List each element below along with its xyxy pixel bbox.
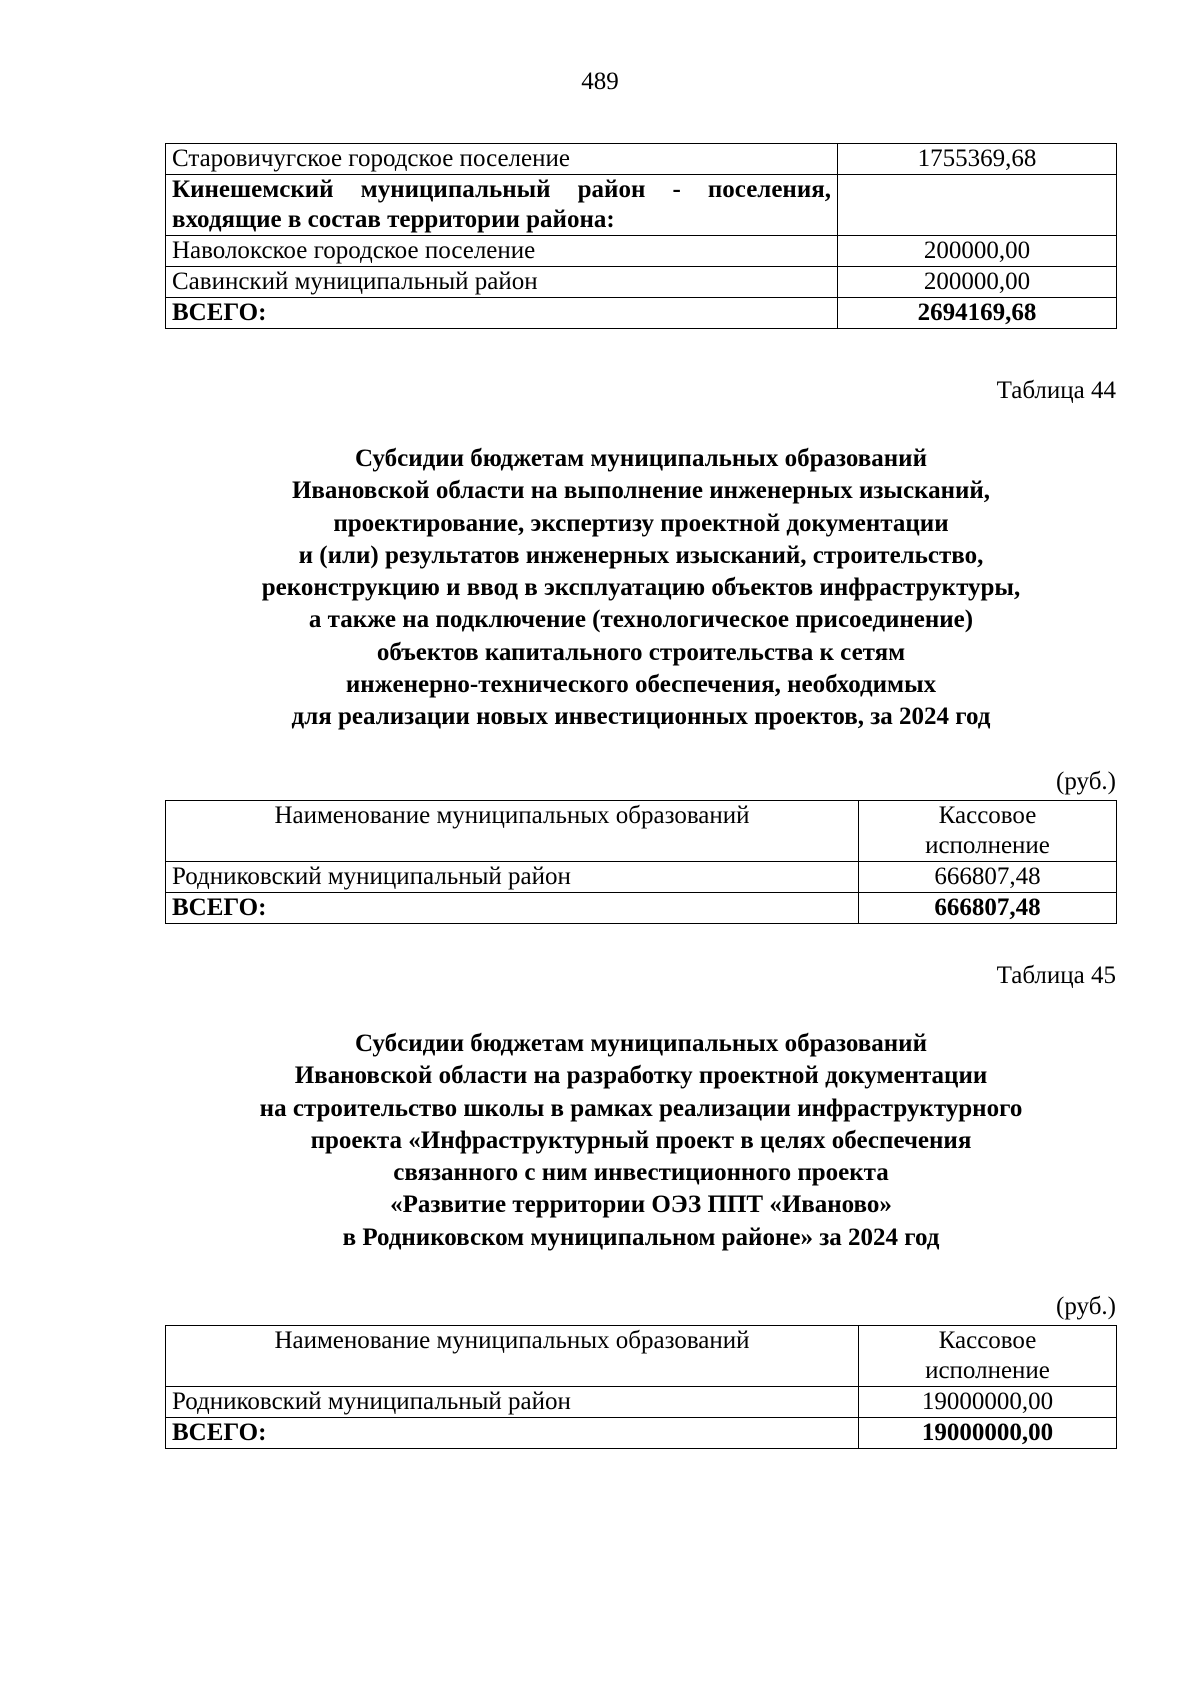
table-44-label: Таблица 44 (996, 377, 1116, 404)
title-line: а также на подключение (технологическое присоединение) (308, 606, 974, 634)
row-name-cell: Наволокское городское поселение (166, 236, 838, 267)
title-line: Ивановской области на выполнение инженерных изысканий, (291, 477, 991, 505)
header-value-cell (859, 1326, 1117, 1387)
row-name-cell: Савинский муниципальный район (166, 267, 838, 298)
row-value-cell: 19000000,00 (859, 1387, 1117, 1418)
table-row (166, 236, 1117, 267)
header-name-cell: Наименование муниципальных образований (166, 1326, 859, 1387)
title-line: инженерно-технического обеспечения, необходимых (345, 671, 937, 699)
table-row (166, 1387, 1117, 1418)
total-value-cell: 19000000,00 (859, 1418, 1117, 1449)
header-value-line: Кассовое (938, 1327, 1037, 1354)
title-line: в Родниковском муниципальном районе» за 2024 год (342, 1223, 940, 1251)
row-value-cell: 200000,00 (838, 267, 1117, 298)
table-44 (165, 800, 1117, 924)
table-row (166, 1418, 1117, 1449)
table-45 (165, 1325, 1117, 1449)
total-value-cell: 666807,48 (859, 893, 1117, 924)
table-row (166, 144, 1117, 175)
title-line: связанного с ним инвестиционного проекта (393, 1159, 889, 1187)
row-name-cell: Родниковский муниципальный район (166, 1387, 859, 1418)
table-header-row (166, 1326, 1117, 1387)
title-line: Ивановской области на разработку проектной документации (294, 1062, 988, 1090)
title-line: проекта «Инфраструктурный проект в целях обеспечения (310, 1126, 972, 1154)
title-line: реконструкцию и ввод в эксплуатацию объектов инфраструктуры, (261, 574, 1021, 602)
table-44-unit: (руб.) (1056, 768, 1116, 795)
title-line: «Развитие территории ОЭЗ ППТ «Иваново» (390, 1191, 892, 1219)
title-line: Субсидии бюджетам муниципальных образований (355, 445, 927, 472)
table-row (166, 862, 1117, 893)
row-name-cell: Старовичугское городское поселение (166, 144, 838, 175)
title-line: для реализации новых инвестиционных проектов, за 2024 год (291, 703, 991, 731)
table-45-unit: (руб.) (1056, 1293, 1116, 1320)
row-name-line: входящие в состав территории района: (172, 206, 615, 233)
total-label-cell: ВСЕГО: (166, 298, 838, 329)
row-value-cell: 1755369,68 (838, 144, 1117, 175)
title-line: и (или) результатов инженерных изысканий, строительство, (298, 541, 984, 569)
total-value-cell: 2694169,68 (838, 298, 1117, 329)
header-value-line: исполнение (925, 1357, 1050, 1384)
header-name-cell: Наименование муниципальных образований (166, 801, 859, 862)
table-row (166, 175, 1117, 236)
title-line: Субсидии бюджетам муниципальных образований (355, 1030, 927, 1057)
total-label-cell: ВСЕГО: (166, 893, 859, 924)
row-value-cell: 200000,00 (838, 236, 1117, 267)
table-45-title (165, 1028, 1117, 1254)
table-row (166, 893, 1117, 924)
header-value-line: исполнение (925, 832, 1050, 859)
table-row (166, 298, 1117, 329)
total-label-cell: ВСЕГО: (166, 1418, 859, 1449)
title-line: проектирование, экспертизу проектной документации (333, 509, 949, 537)
page-number: 489 (581, 68, 619, 95)
continued-table (165, 143, 1117, 329)
table-44-title (165, 443, 1117, 734)
row-value-cell (838, 175, 1117, 236)
header-value-cell (859, 801, 1117, 862)
table-header-row (166, 801, 1117, 862)
table-row (166, 267, 1117, 298)
header-value-line: Кассовое (938, 802, 1037, 829)
title-line: объектов капитального строительства к сетям (376, 638, 906, 666)
row-name-cell (166, 175, 838, 236)
row-value-cell: 666807,48 (859, 862, 1117, 893)
row-name-line: Кинешемский муниципальный район - поселения, (172, 176, 831, 203)
row-name-cell: Родниковский муниципальный район (166, 862, 859, 893)
title-line: на строительство школы в рамках реализации инфраструктурного (259, 1094, 1023, 1122)
table-45-label: Таблица 45 (996, 962, 1116, 989)
